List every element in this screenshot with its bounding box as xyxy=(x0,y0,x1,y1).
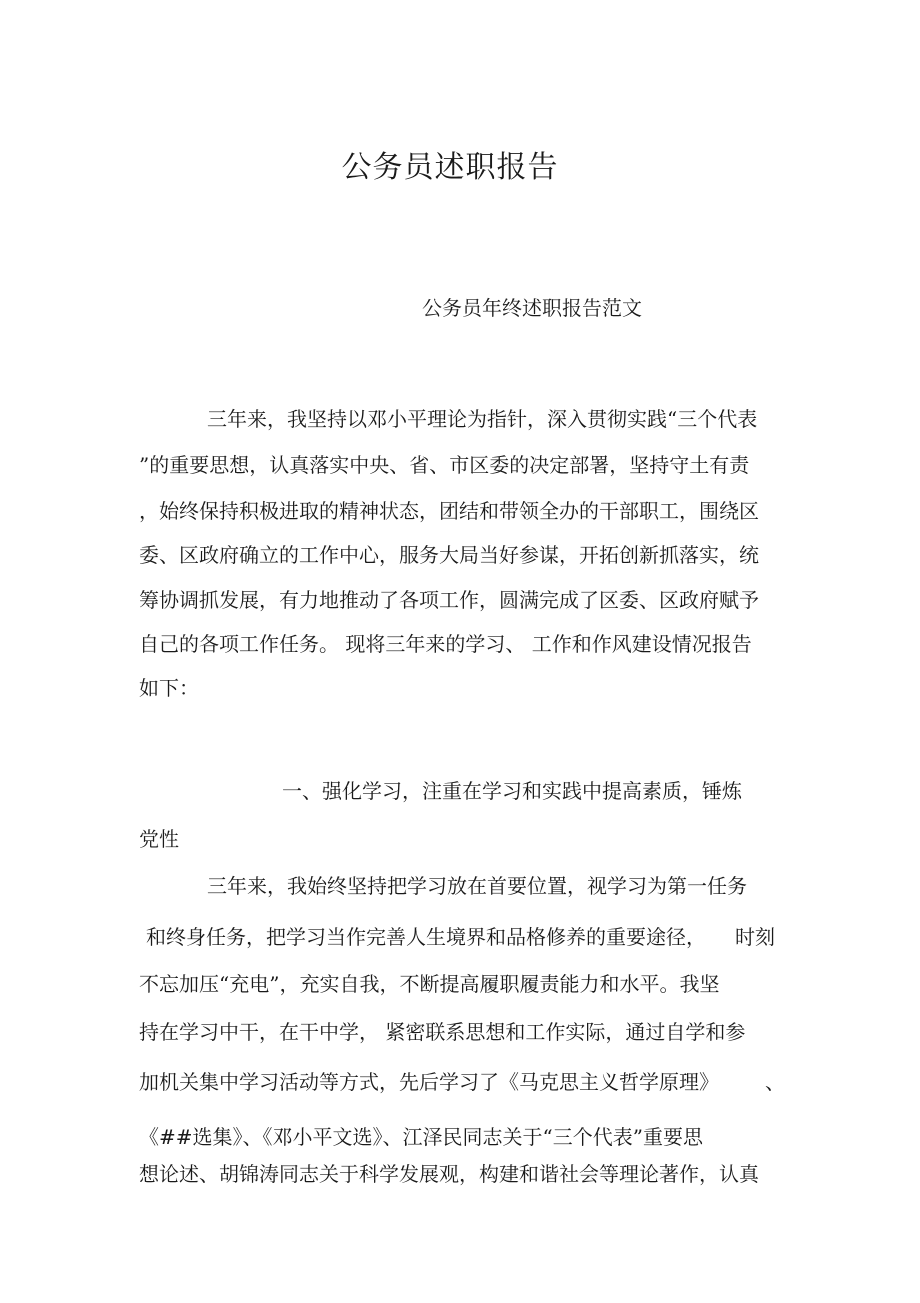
paragraph-line: 和终身任务，把学习当作完善人生境界和品格修养的重要途径， xyxy=(146,925,706,949)
paragraph-line: 委、区政府确立的工作中心，服务大局当好参谋，开拓创新抓落实，统 xyxy=(139,543,759,567)
paragraph-line: 三年来，我始终坚持把学习放在首要位置，视学习为第一任务 xyxy=(207,874,747,898)
section-heading: 一、强化学习，注重在学习和实践中提高素质，锤炼 xyxy=(282,779,742,803)
document-subtitle: 公务员年终述职报告范文 xyxy=(422,296,642,320)
paragraph-line: 《##选集》、《邓小平文选》、江泽民同志关于“三个代表”重要思 xyxy=(139,1125,703,1149)
paragraph-line: 时刻 xyxy=(735,925,775,949)
section-heading: 党性 xyxy=(139,827,179,851)
paragraph-line: ”的重要思想，认真落实中央、省、市区委的决定部署，坚持守土有责 xyxy=(139,453,750,477)
document-title: 公务员述职报告 xyxy=(341,150,559,185)
paragraph-line: 加机关集中学习活动等方式，先后学习了《马克思主义哲学原理》 xyxy=(139,1070,719,1094)
paragraph-line: 自己的各项工作任务。 现将三年来的学习、 工作和作风建设情况报告 xyxy=(139,632,752,656)
paragraph-line: 不忘加压“充电”，充实自我，不断提高履职履责能力和水平。我坚 xyxy=(139,972,720,996)
paragraph-line: 三年来，我坚持以邓小平理论为指针，深入贯彻实践“三个代表 xyxy=(207,407,758,431)
paragraph-line: ，始终保持积极进取的精神状态，团结和带领全办的干部职工，围绕区 xyxy=(139,499,759,523)
paragraph-line: 筹协调抓发展，有力地推动了各项工作，圆满完成了区委、区政府赋予 xyxy=(139,588,759,612)
paragraph-line: 、 xyxy=(765,1070,785,1094)
paragraph-line: 持在学习中干，在干中学， 紧密联系思想和工作实际，通过自学和参 xyxy=(139,1020,746,1044)
paragraph-line: 想论述、胡锦涛同志关于科学发展观，构建和谐社会等理论著作，认真 xyxy=(139,1162,759,1186)
paragraph-line: 如下： xyxy=(139,676,199,700)
